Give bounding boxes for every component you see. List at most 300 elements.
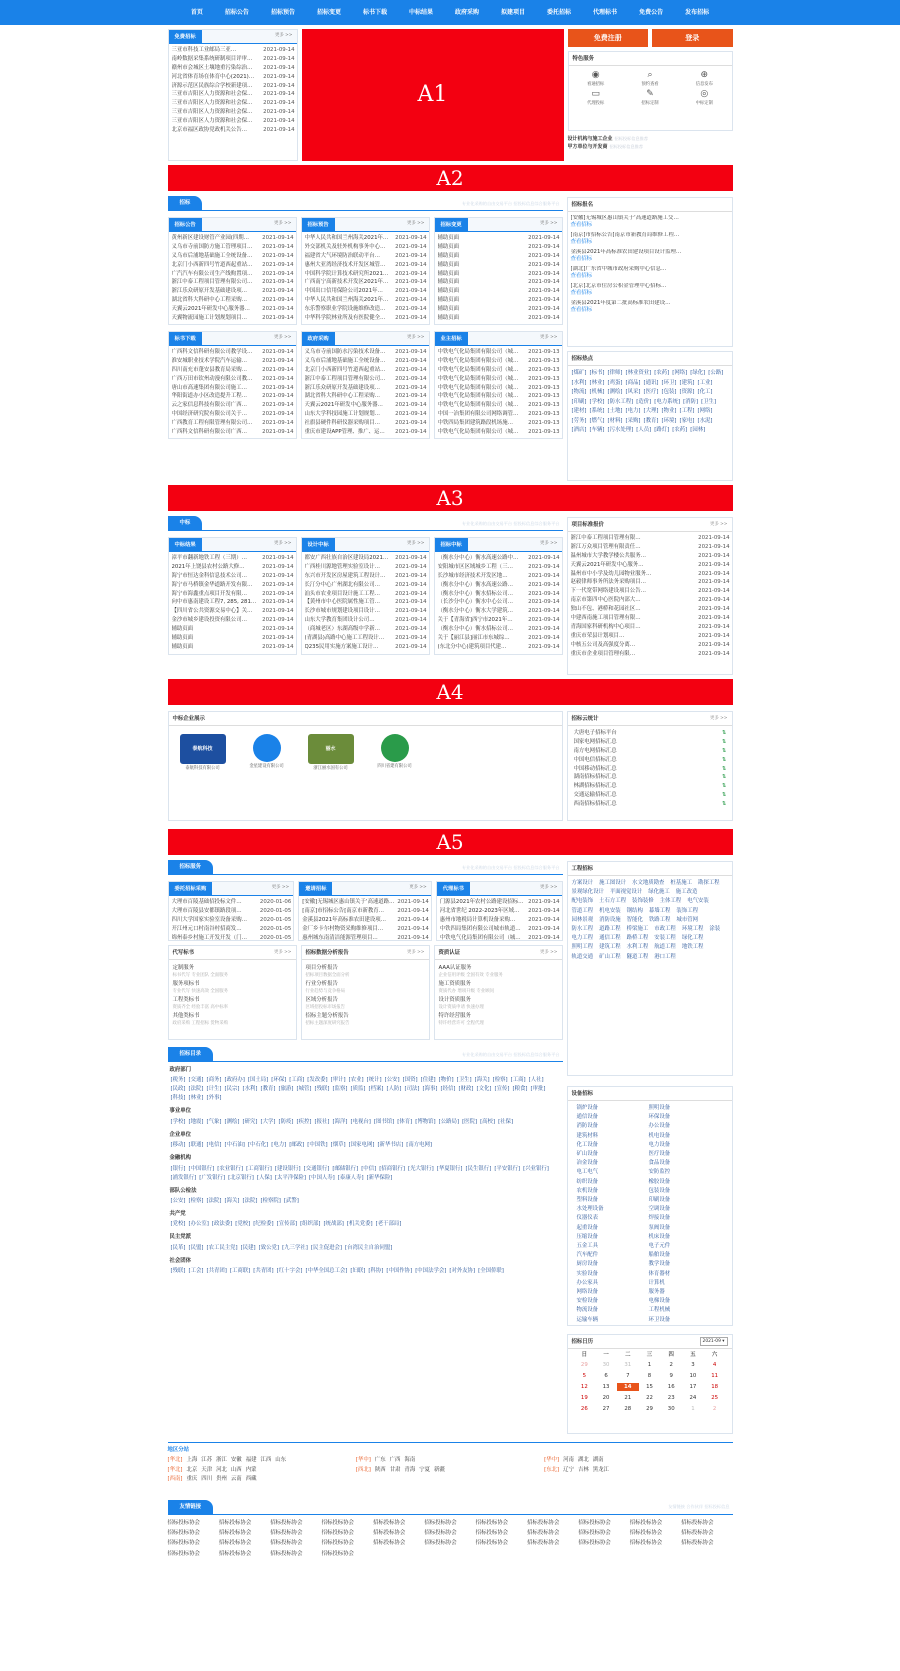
list-item-title[interactable]: 湖北省科大科研中心工程采购… <box>304 393 380 400</box>
region-item[interactable]: 广西 <box>389 1457 401 1464</box>
list-item-title[interactable]: 华阳街道办小区改造提升工程… <box>171 393 247 400</box>
list-item-title[interactable]: 长沙城市经济技术开发区地… <box>437 572 508 579</box>
stat-item[interactable] <box>571 765 729 774</box>
directory-tag[interactable]: [人保] <box>256 1174 272 1181</box>
hot-tag[interactable]: [土地] <box>607 408 623 414</box>
signup-item-title[interactable]: 金溪县2021年高标准农田建设项目设计监理… <box>570 249 682 255</box>
stat-item-title[interactable]: 国家电网招标汇总 <box>573 738 617 745</box>
directory-tag[interactable]: [残联] <box>314 1086 330 1093</box>
hot-tag[interactable]: [环境] <box>661 417 677 424</box>
list-item-title[interactable]: 中华人民共和国兰州海关2021年… <box>304 297 389 304</box>
friend-link[interactable]: 招标投标协会 <box>218 1540 252 1547</box>
directory-tag[interactable]: [水利] <box>242 1086 258 1093</box>
list-item-title[interactable]: 中铁电气化局集团有限公司（城… <box>437 349 519 355</box>
directory-tag[interactable]: [残联] <box>170 1268 186 1275</box>
list-item-title[interactable]: 外交部机关及驻外机构事务中心… <box>304 243 386 250</box>
signup-item-link[interactable]: 查看招标 <box>570 239 593 245</box>
list-item[interactable] <box>169 572 296 581</box>
engineering-tag[interactable]: 通信工程 <box>599 935 621 942</box>
list-item-title[interactable]: 【黄州市中心医院属性施工管… <box>304 599 380 606</box>
directory-tag[interactable]: [学校] <box>170 1118 186 1125</box>
engineering-tag[interactable]: 装饰装修 <box>632 898 654 905</box>
engineering-tag[interactable]: 绿化施工 <box>648 889 670 896</box>
directory-tag[interactable]: [办公室] <box>188 1221 209 1228</box>
hot-tag[interactable]: [农药] <box>654 370 670 376</box>
list-item[interactable] <box>299 916 431 925</box>
list-item[interactable] <box>169 261 296 270</box>
list-item-title[interactable]: 金溪县2021年高标准农田建设项… <box>302 916 387 923</box>
hot-tag[interactable]: [建筑] <box>679 379 695 386</box>
signup-item-title[interactable]: [南京]市招标公告[南京市新教育局维修工程… <box>570 232 680 238</box>
hot-tag[interactable]: [酒店] <box>571 427 587 433</box>
directory-tag[interactable]: [物价] <box>438 1077 454 1084</box>
calendar-day[interactable]: 3 <box>691 1362 695 1369</box>
equipment-tag[interactable]: 体育器材 <box>648 1270 671 1277</box>
list-item-title[interactable]: 温州市中小学及幼儿园物业服务… <box>570 570 652 577</box>
list-item[interactable] <box>169 563 296 572</box>
list-item[interactable] <box>302 401 429 410</box>
region-name[interactable]: [华北] <box>167 1457 183 1464</box>
engineering-tag[interactable]: 景观绿化设计 <box>571 889 604 896</box>
hot-tag[interactable]: [消防] <box>683 398 699 405</box>
directory-tag[interactable]: [疾控] <box>296 1118 312 1125</box>
directory-tag[interactable]: [泰康人寿] <box>337 1174 364 1181</box>
ad-slot-a5[interactable]: A5 <box>168 829 733 855</box>
list-item-title[interactable]: 【四川省公共资源交易中心】关… <box>171 608 253 615</box>
region-name[interactable]: [东北] <box>544 1466 560 1473</box>
list-item-title[interactable]: 汕头市农业项目设计施工工程… <box>304 590 380 597</box>
engineering-tag[interactable]: 照明工程 <box>571 944 594 951</box>
hot-tag[interactable]: [污水处理] <box>607 427 634 433</box>
list-item-title[interactable]: 天翼物流园施工计划规划项目… <box>171 315 247 322</box>
directory-tag[interactable]: [计生] <box>206 1086 222 1093</box>
list-item-title[interactable]: （商城老区）东湖高级中学新… <box>304 626 380 633</box>
list-item-title[interactable]: 广西科文信科研有限公司教学设… <box>171 349 253 355</box>
stat-item[interactable] <box>571 747 729 756</box>
service-item-title[interactable]: 区域分析报告 <box>305 997 338 1003</box>
list-item-title[interactable]: 中铁四局集团有限公司城市轨道… <box>439 925 521 932</box>
list-item[interactable] <box>435 287 562 296</box>
list-item-title[interactable]: 三亚市吉阳区人力资源和社会保… <box>171 100 253 107</box>
signup-item[interactable] <box>571 266 729 280</box>
list-item-title[interactable]: 浙江乐众研原开发基础建设项… <box>304 384 380 391</box>
directory-tag[interactable]: [博物馆] <box>415 1118 436 1125</box>
list-item[interactable] <box>169 348 296 357</box>
friend-link[interactable]: 招标投标协会 <box>424 1519 457 1526</box>
list-item[interactable] <box>435 348 562 357</box>
directory-tag[interactable]: [工商银行] <box>246 1165 272 1172</box>
list-item-title[interactable]: 中铁电气化局集团有限公司（城… <box>437 357 519 364</box>
hot-tag[interactable]: [印刷] <box>571 398 587 405</box>
calendar-day[interactable]: 30 <box>602 1362 610 1369</box>
directory-tag[interactable]: [农工民主党] <box>206 1244 238 1251</box>
list-item-title[interactable]: 中铁电气化局集团有限公司（城… <box>437 402 519 409</box>
engineering-tag[interactable]: 装饰工程 <box>676 907 698 914</box>
hot-tag[interactable]: [标书] <box>589 370 605 376</box>
directory-tag[interactable]: [电信] <box>206 1142 222 1149</box>
calendar-day[interactable]: 6 <box>604 1373 608 1380</box>
list-item-title[interactable]: 三亚市吉阳区人力资源和社会保… <box>171 109 253 116</box>
directory-tag[interactable]: [邮政] <box>289 1142 305 1149</box>
directory-tag[interactable]: [政府办] <box>224 1077 245 1084</box>
list-item[interactable] <box>169 625 296 634</box>
directory-tag[interactable]: [组织部] <box>300 1221 321 1228</box>
directory-tag[interactable]: [法院] <box>188 1086 204 1093</box>
hot-tag[interactable]: [车辆] <box>589 427 605 433</box>
list-item-title[interactable]: （长沙分中心）衡水中心公司… <box>437 599 513 606</box>
ad-slot-a3[interactable]: A3 <box>168 485 733 511</box>
nav-item[interactable]: 免费公告 <box>639 9 664 16</box>
list-item[interactable] <box>169 375 296 384</box>
directory-tag[interactable]: [太平洋保险] <box>274 1174 307 1181</box>
list-item[interactable] <box>302 392 429 401</box>
list-item-title[interactable]: 中国一冶集团有限公司网络调管… <box>437 411 519 418</box>
directory-tag[interactable]: [气象] <box>206 1118 222 1125</box>
hot-tag[interactable]: [风采] <box>625 389 641 395</box>
engineering-tag[interactable]: 市政工程 <box>654 926 676 933</box>
list-item[interactable] <box>169 82 297 91</box>
list-item[interactable] <box>435 243 562 252</box>
list-item[interactable] <box>568 543 732 552</box>
calendar-day[interactable]: 20 <box>602 1395 610 1402</box>
engineering-tag[interactable]: 电力工程 <box>571 935 594 942</box>
list-item[interactable] <box>302 581 429 590</box>
more-link[interactable]: 更多 >> <box>539 541 558 547</box>
directory-tag[interactable]: [外事] <box>206 1095 222 1102</box>
list-item-title[interactable]: 四川南充市蓬安县教育局采购… <box>171 366 247 373</box>
directory-tag[interactable]: [公安] <box>384 1077 400 1084</box>
calendar-day[interactable]: 13 <box>602 1384 610 1391</box>
directory-tag[interactable]: [工会] <box>188 1268 204 1275</box>
directory-tag[interactable]: [司法] <box>404 1086 420 1093</box>
region-item[interactable]: 安徽 <box>230 1457 242 1464</box>
directory-tag[interactable]: [检察] <box>492 1077 508 1084</box>
directory-tag[interactable]: [国资] <box>402 1077 418 1084</box>
directory-tag[interactable]: [红十字会] <box>276 1268 303 1275</box>
list-item[interactable] <box>302 410 429 419</box>
login-button[interactable]: 登录 <box>652 29 733 47</box>
list-item-title[interactable]: 长沙市城市规划建设项目设计… <box>304 608 380 615</box>
hot-tag[interactable]: [材料] <box>607 417 623 424</box>
engineering-tag[interactable]: 建筑工程 <box>599 944 621 951</box>
calendar-day[interactable]: 29 <box>580 1362 588 1369</box>
list-item[interactable] <box>568 534 732 543</box>
equipment-tag[interactable]: 压缩设备 <box>576 1233 599 1240</box>
friend-link[interactable]: 招标投标协会 <box>527 1540 560 1547</box>
region-item[interactable]: 上海 <box>186 1457 198 1464</box>
directory-tag[interactable]: [工商联] <box>229 1268 251 1275</box>
friend-link[interactable]: 招标投标协会 <box>424 1530 457 1537</box>
directory-tag[interactable]: [致公党] <box>258 1244 280 1251</box>
calendar-day[interactable]: 1 <box>691 1406 695 1413</box>
directory-tag[interactable]: [文化] <box>476 1086 492 1093</box>
engineering-tag[interactable]: 土石方工程 <box>599 898 627 905</box>
list-item-title[interactable]: 义乌市寺前国防方施工管理项目… <box>171 243 253 250</box>
signup-item-link[interactable]: 查看招标 <box>570 256 593 262</box>
more-link[interactable]: 更多 >> <box>273 335 292 341</box>
service-item-title[interactable]: 行业分析报告 <box>305 981 338 987</box>
directory-tag[interactable]: [法院] <box>206 1198 222 1205</box>
list-item-title[interactable]: 云之家信息科技有限公司广西… <box>171 402 247 409</box>
directory-tag[interactable]: [农业] <box>348 1077 364 1084</box>
list-item[interactable] <box>169 296 296 305</box>
equipment-tag[interactable]: 焊接设备 <box>648 1215 671 1222</box>
more-link[interactable]: 更多 >> <box>539 949 558 955</box>
list-item-title[interactable]: 绵州泰乡村施工开发开发（门… <box>171 934 247 941</box>
company-logo-item[interactable] <box>173 734 233 771</box>
friend-link[interactable]: 招标投标协会 <box>372 1540 406 1547</box>
list-item[interactable] <box>568 561 732 570</box>
list-item-title[interactable]: （衡水分中心）衡水高速公路中… <box>437 555 519 561</box>
equipment-tag[interactable]: 服务器 <box>648 1289 665 1296</box>
directory-tag[interactable]: [民建] <box>240 1244 256 1251</box>
equipment-tag[interactable]: 办公家具 <box>576 1279 599 1286</box>
list-item-title[interactable]: 东乐警察职业学院设施维修改造… <box>304 306 386 313</box>
region-name[interactable]: [华中] <box>544 1457 560 1464</box>
equipment-tag[interactable]: 照明设备 <box>648 1105 671 1111</box>
equipment-tag[interactable]: 环保设备 <box>648 1114 671 1121</box>
directory-tag[interactable]: [中国法学会] <box>415 1268 447 1275</box>
list-item[interactable] <box>169 314 296 323</box>
list-item-title[interactable]: 辅助页面 <box>437 261 460 268</box>
calendar-day[interactable]: 25 <box>711 1395 719 1402</box>
hot-tag[interactable]: [林业] <box>589 379 605 386</box>
equipment-tag[interactable]: 水处理设备 <box>576 1206 604 1213</box>
list-item-title[interactable]: 中铁四局集团建筑路段机场施… <box>437 420 513 427</box>
list-item[interactable] <box>169 419 296 428</box>
list-item[interactable] <box>302 314 429 323</box>
list-item[interactable] <box>169 616 296 625</box>
list-item[interactable] <box>302 357 429 366</box>
hot-tag[interactable]: [人员] <box>636 427 652 433</box>
list-item[interactable] <box>302 419 429 428</box>
list-item-title[interactable]: 辅助页面 <box>437 243 460 250</box>
list-item[interactable] <box>169 252 296 261</box>
list-item-title[interactable]: 惠州大亚湾经济技术开发区城管… <box>304 261 386 268</box>
feature-item[interactable] <box>569 71 623 87</box>
list-item[interactable] <box>435 270 562 279</box>
calendar-day[interactable]: 29 <box>646 1406 653 1413</box>
calendar-day[interactable]: 24 <box>689 1395 697 1402</box>
list-item-title[interactable]: 辅助页面 <box>437 297 460 304</box>
list-item[interactable] <box>302 616 429 625</box>
hot-tag[interactable]: [造价] <box>636 398 652 405</box>
list-item-title[interactable]: 中建西南施工项目管理有限… <box>570 615 641 622</box>
equipment-tag[interactable]: 电梯设备 <box>648 1298 671 1305</box>
directory-tag[interactable]: [老干部局] <box>375 1221 402 1228</box>
directory-tag[interactable]: [电视台] <box>350 1118 371 1125</box>
calendar-day[interactable]: 23 <box>667 1395 675 1402</box>
more-link[interactable]: 更多 >> <box>406 541 425 547</box>
directory-tag[interactable]: [农业银行] <box>217 1165 244 1172</box>
list-item-title[interactable]: 浙江中泰工程项目管理有限… <box>570 535 641 541</box>
directory-tag[interactable]: [法院] <box>242 1198 258 1205</box>
calendar-day[interactable]: 14 <box>617 1383 639 1391</box>
calendar-day[interactable]: 16 <box>667 1384 675 1391</box>
list-item-title[interactable]: 辅助页面 <box>437 252 460 259</box>
more-link[interactable]: 更多 >> <box>539 221 558 227</box>
signup-item-title[interactable]: [安徽]无锡城区惠山镇关于‘高速道路施工交… <box>570 215 679 221</box>
list-item[interactable] <box>435 563 562 572</box>
calendar-day[interactable]: 18 <box>711 1384 719 1391</box>
hot-tag[interactable]: [建材] <box>571 408 587 414</box>
engineering-tag[interactable]: 水文地质勘查 <box>632 880 665 886</box>
hot-tag[interactable]: [鸡蛋] <box>607 379 623 386</box>
directory-tag[interactable]: [党校] <box>235 1221 251 1228</box>
directory-tag[interactable]: [国土局] <box>247 1077 269 1084</box>
directory-tag[interactable]: [测绘] <box>224 1118 240 1125</box>
region-item[interactable]: 陕西 <box>374 1466 386 1473</box>
list-item-title[interactable]: 中铁电气化局集团有限公司（城… <box>437 384 519 391</box>
directory-tag[interactable]: [共青团] <box>206 1268 227 1275</box>
calendar-day[interactable]: 27 <box>602 1406 610 1413</box>
list-item[interactable] <box>435 616 562 625</box>
directory-tag[interactable]: [审批] <box>530 1086 546 1093</box>
calendar-day[interactable]: 5 <box>582 1373 587 1380</box>
list-item[interactable] <box>435 384 562 393</box>
engineering-tag[interactable]: 道路工程 <box>599 926 621 933</box>
signup-item-title[interactable]: [北京]北京市住房公积金管理中心招标… <box>570 283 667 289</box>
friend-link[interactable]: 招标投标协会 <box>372 1530 406 1537</box>
directory-tag[interactable]: [政法委] <box>211 1221 233 1228</box>
engineering-tag[interactable]: 机电安装 <box>599 907 621 914</box>
calendar-day[interactable]: 7 <box>626 1373 630 1380</box>
region-item[interactable]: 河北 <box>216 1466 227 1473</box>
directory-tag[interactable]: [中石油] <box>224 1142 245 1149</box>
engineering-tag[interactable]: 管道工程 <box>571 907 594 914</box>
hot-tag[interactable]: [电力] <box>625 408 641 414</box>
list-item[interactable] <box>169 243 296 252</box>
hot-tag[interactable]: [林业资业] <box>625 370 652 376</box>
list-item-title[interactable]: [安徽]无锡城区惠山镇关于‘高速道路… <box>302 899 395 905</box>
feature-link[interactable] <box>568 143 733 151</box>
directory-tag[interactable]: [南方电网] <box>406 1142 433 1149</box>
list-item[interactable] <box>302 607 429 616</box>
engineering-tag[interactable]: 消防设施 <box>599 916 621 923</box>
list-item-title[interactable]: 广西教育工程有限管理有限公司… <box>171 420 253 427</box>
friend-link[interactable]: 招标投标协会 <box>321 1519 354 1526</box>
region-item[interactable]: 江西 <box>260 1457 272 1464</box>
list-item[interactable] <box>435 572 562 581</box>
engineering-tag[interactable]: 桩基施工 <box>670 880 692 886</box>
list-item[interactable] <box>169 590 296 599</box>
directory-tag[interactable]: [中国作协] <box>386 1268 413 1275</box>
directory-tag[interactable]: [检察院] <box>260 1198 281 1205</box>
list-item[interactable] <box>437 925 562 934</box>
list-item[interactable] <box>435 278 562 287</box>
directory-tag[interactable]: [电力] <box>271 1142 287 1149</box>
hot-tag[interactable]: [煤矿] <box>571 370 587 376</box>
directory-tag[interactable]: [城管] <box>296 1086 312 1093</box>
directory-tag[interactable]: [烟草] <box>330 1142 346 1149</box>
list-item-title[interactable]: 中铁电气化局集团有限公司（城… <box>437 429 519 436</box>
hot-tag[interactable]: [农药] <box>672 427 688 433</box>
list-item-title[interactable]: 漳平市翻新地铁工程（三期）… <box>171 555 247 561</box>
feature-item[interactable] <box>623 71 677 87</box>
list-item-title[interactable]: 广西科文信科研有限公司广西… <box>171 429 247 436</box>
calendar-day[interactable]: 26 <box>580 1406 588 1413</box>
directory-tag[interactable]: [中国铁] <box>307 1142 328 1149</box>
region-item[interactable]: 西藏 <box>245 1476 257 1483</box>
list-item[interactable] <box>435 305 562 314</box>
list-item[interactable] <box>435 252 562 261</box>
region-item[interactable]: 宁夏 <box>419 1466 431 1473</box>
service-item-title[interactable]: 服务项标书 <box>172 981 200 987</box>
list-item-title[interactable]: 温州城市大学教学楼公共服务… <box>570 552 646 559</box>
nav-item[interactable]: 委托招标 <box>547 9 572 16</box>
friend-link[interactable]: 招标投标协会 <box>629 1519 663 1526</box>
directory-tag[interactable]: [审计] <box>330 1077 346 1084</box>
directory-tag[interactable]: [海事] <box>422 1086 438 1093</box>
list-item[interactable] <box>437 934 562 943</box>
list-item[interactable] <box>437 907 562 916</box>
list-item-title[interactable]: 中铁电气化局集团有限公司（城… <box>437 393 519 400</box>
directory-tag[interactable]: [中华全国总工会] <box>305 1268 348 1275</box>
signup-item[interactable] <box>571 283 729 297</box>
region-item[interactable]: 四川 <box>201 1476 213 1483</box>
feature-item[interactable] <box>623 90 677 106</box>
list-item[interactable] <box>568 552 732 561</box>
equipment-tag[interactable]: 物流设备 <box>576 1307 599 1314</box>
list-item[interactable] <box>169 392 296 401</box>
calendar-day[interactable]: 21 <box>624 1395 632 1402</box>
hot-tag[interactable]: [公路] <box>708 370 724 376</box>
region-item[interactable]: 福建 <box>245 1457 257 1464</box>
directory-tag[interactable]: [公安] <box>170 1198 186 1205</box>
company-logo-item[interactable] <box>237 734 297 771</box>
list-item-title[interactable]: 中国科学院计算技术研究所2021… <box>304 270 389 277</box>
signup-item-link[interactable]: 查看招标 <box>570 222 593 228</box>
list-item-title[interactable]: 海宁市马桥镇金华道路开发有限… <box>171 581 253 588</box>
list-item[interactable] <box>568 587 732 596</box>
list-item[interactable] <box>169 410 296 419</box>
list-item[interactable] <box>435 261 562 270</box>
friend-link[interactable]: 招标投标协会 <box>527 1519 560 1526</box>
equipment-tag[interactable]: 化工设备 <box>576 1141 599 1148</box>
service-item-title[interactable]: AAA认证服务 <box>438 965 472 971</box>
directory-tag[interactable]: [民革] <box>170 1244 186 1251</box>
list-item[interactable] <box>437 898 562 907</box>
list-item-title[interactable]: 都安广西壮族自治区建设局2021… <box>304 555 389 561</box>
hot-tag[interactable]: [园林] <box>690 427 706 433</box>
list-item-title[interactable]: 关于【青海省]西宁市2021年… <box>437 617 513 624</box>
stat-item[interactable] <box>571 800 729 809</box>
engineering-tag[interactable]: 钢结构 <box>626 907 643 914</box>
region-item[interactable]: 山西 <box>230 1466 242 1473</box>
region-name[interactable]: [华北] <box>167 1466 183 1473</box>
ad-slot-a1[interactable]: A1 <box>302 29 564 161</box>
list-item[interactable] <box>302 625 429 634</box>
stat-item-title[interactable]: 湖南招标招标汇总 <box>573 774 617 781</box>
region-item[interactable]: 海南 <box>404 1457 416 1464</box>
service-item-title[interactable]: 项目分析报告 <box>305 965 338 971</box>
list-item[interactable] <box>568 623 732 632</box>
list-item-title[interactable]: 南京市第四中心医院内部大… <box>570 597 641 604</box>
friend-link[interactable]: 招标投标协会 <box>218 1519 252 1526</box>
list-item[interactable] <box>435 410 562 419</box>
list-item[interactable] <box>435 554 562 563</box>
list-item-title[interactable]: [南京]市招标公告[南京市新教育… <box>302 907 385 914</box>
friend-link[interactable]: 招标投标协会 <box>578 1519 611 1526</box>
list-item[interactable] <box>299 934 431 943</box>
directory-tag[interactable]: [联通] <box>188 1142 204 1149</box>
directory-tag[interactable]: [公路局] <box>438 1118 460 1125</box>
directory-tag[interactable]: [卫生] <box>456 1077 472 1084</box>
list-item[interactable] <box>435 296 562 305</box>
list-item-title[interactable]: 中国出口信用保险公司2021年… <box>304 288 383 295</box>
calendar-day[interactable]: 28 <box>624 1406 632 1413</box>
list-item[interactable] <box>169 925 294 934</box>
